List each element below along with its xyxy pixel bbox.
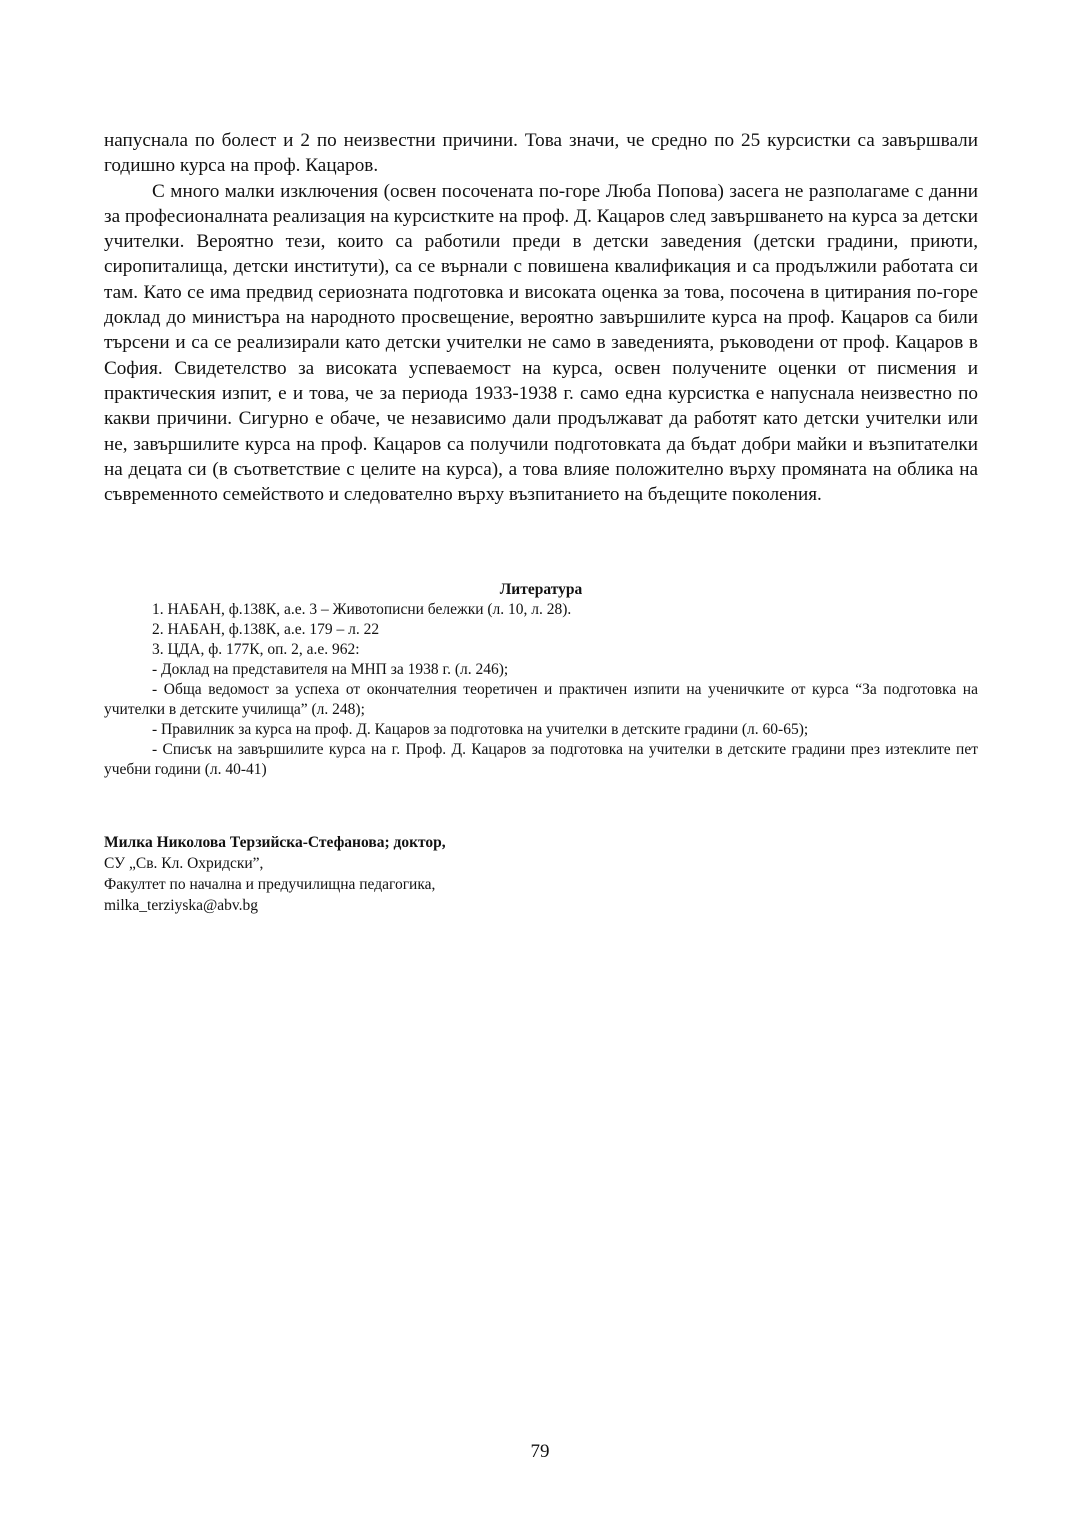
- page-number: 79: [530, 1441, 550, 1462]
- author-faculty: Факултет по начална и предучилищна педагогика,: [104, 876, 436, 893]
- reference-item: - Списък на завършилите курса на г. Проф. Д. Кацаров за подготовка на учителки в детските градини през изтеклите пет учебни години (л. 40-41): [104, 741, 978, 778]
- author-name: Милка Николова Терзийска-Стефанова; доктор,: [104, 834, 446, 851]
- reference-item: - Доклад на представителя на МНП за 1938 г. (л. 246);: [152, 661, 509, 678]
- references-section: [104, 580, 978, 780]
- author-email[interactable]: milka_terziyska@abv.bg: [104, 897, 259, 914]
- author-university: СУ „Св. Кл. Охридски”,: [104, 855, 264, 872]
- references-heading: Литература: [499, 581, 583, 598]
- reference-item: 1. НАБАН, ф.138К, а.е. 3 – Животописни бележки (л. 10, л. 28).: [152, 601, 572, 618]
- reference-item: - Правилник за курса на проф. Д. Кацаров за подготовка на учителки в детските градини (л. 60-65);: [152, 721, 809, 738]
- body-text: [104, 128, 978, 507]
- references-list: [104, 600, 978, 780]
- reference-item: 3. ЦДА, ф. 177К, оп. 2, а.е. 962:: [152, 641, 360, 658]
- author-block: [104, 832, 704, 916]
- paragraph-continued: напуснала по болест и 2 по неизвестни причини. Това значи, че средно по 25 курсистки са завършвали годишно курса на проф. Кацаров.: [104, 130, 978, 177]
- paragraph: С много малки изключения (освен посочената по-горе Люба Попова) засега не разполагаме с данни за професионалната реализация на курсистките на проф. Д. Кацаров след завършването на курса за детски учителки. Вероятно тези, които са работили преди в детски заведения (детски градини, приюти, сиропиталища, детски институти), са се върнали с повишена квалификация и са продължили работата си там. Като се има предвид сериозната подготовка и високата оценка за това, посочена в цитирания по-горе доклад до министъра на народното просвещение, вероятно завършилите курса на проф. Кацаров са били търсени и са се реализирали като детски учителки не само в заведенията, ръководени от проф. Кацаров в София. Свидетелство за високата успеваемост на курса, освен получените оценки от писмения и практическия изпит, е и това, че за периода 1933-1938 г. само една курсистка е напуснала неизвестно по какви причини. Сигурно е обаче, че независимо дали продължават да работят като детски учителки или не, завършилите курса на проф. Кацаров са получили подготовката да бъдат добри майки и възпитателки на децата си (в съответствие с целите на курса), а това влияе положително върху промяната на облика на съвременното семействотo и следователно върху възпитанието на бъдещите поколения.: [104, 180, 978, 506]
- reference-item: 2. НАБАН, ф.138К, а.е. 179 – л. 22: [152, 621, 380, 638]
- reference-item: - Обща ведомост за успеха от окончателния теоретичен и практичен изпити на ученичките от курса “За подготовка на учителки в детските училища” (л. 248);: [104, 681, 978, 718]
